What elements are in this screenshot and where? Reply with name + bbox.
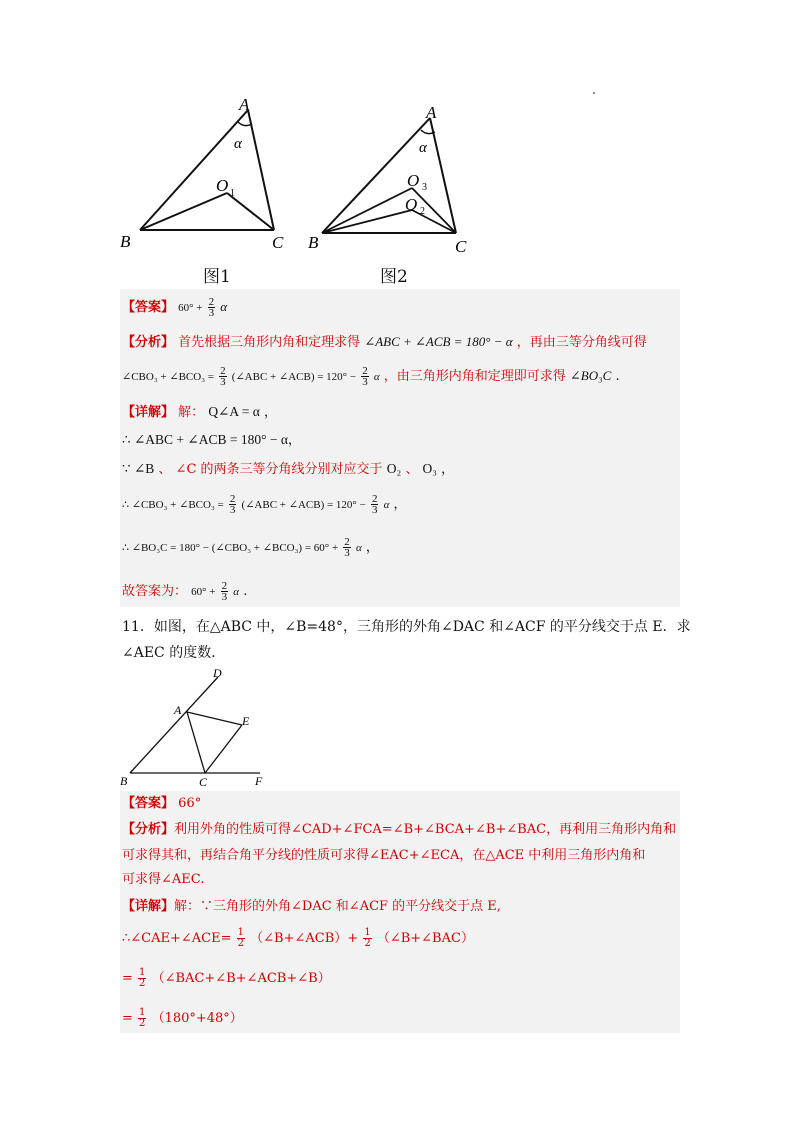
detail-label: 【详解】 bbox=[122, 899, 175, 914]
figure-2-caption: 图2 bbox=[380, 267, 408, 287]
analysis-math-2b: (∠ABC + ∠ACB) = 120° − bbox=[231, 371, 357, 383]
label-B: B bbox=[308, 233, 319, 252]
analysis-line-1 bbox=[122, 820, 676, 840]
analysis-label: 【分析】 bbox=[122, 822, 175, 837]
label-O: O bbox=[216, 176, 229, 195]
figure-1-triangle bbox=[110, 90, 310, 260]
fraction-one-half: $\frac{1}{2}$ bbox=[237, 927, 245, 949]
detail-label: 【详解】 bbox=[122, 405, 175, 420]
answer-line-11 bbox=[122, 794, 201, 814]
label-A: A bbox=[239, 95, 250, 114]
label-O3-sub: 3 bbox=[422, 182, 427, 193]
figure-1-caption: 图1 bbox=[203, 267, 231, 287]
line2-c: （∠B+∠BAC） bbox=[376, 931, 474, 946]
detail-math-1: Q∠A = α bbox=[208, 404, 260, 419]
line4-c: α bbox=[383, 499, 390, 511]
line4-a: = bbox=[122, 1011, 133, 1026]
line2-a: ∴∠CAE+∠ACE= bbox=[122, 931, 232, 946]
fraction-two-thirds: $\frac{2}{3}$ bbox=[344, 536, 350, 559]
label-A: A bbox=[426, 103, 437, 122]
detail-line-4 bbox=[122, 494, 407, 515]
detail-line-4 bbox=[122, 1008, 243, 1029]
figure-11-triangle bbox=[115, 665, 275, 790]
final-prefix: 60° + bbox=[191, 586, 216, 598]
detail-line-2: ∴ ∠ABC + ∠ACB = 180° − α， bbox=[122, 432, 302, 447]
label-E: E bbox=[242, 714, 250, 728]
line3-b: 、 ∠C bbox=[158, 462, 197, 477]
analysis-end: . bbox=[615, 369, 620, 384]
analysis-line-1 bbox=[122, 332, 647, 353]
answer-label: 【答案】 bbox=[122, 300, 175, 315]
label-B: B bbox=[120, 774, 128, 788]
line3-f: O₃ bbox=[422, 461, 437, 476]
line3-e: 、 bbox=[405, 462, 419, 477]
detail-line-1 bbox=[122, 402, 277, 423]
line4-b: (∠ABC + ∠ACB) = 120° − bbox=[241, 499, 366, 511]
label-O2-sub: 2 bbox=[420, 206, 425, 217]
detail-line-3 bbox=[122, 968, 331, 989]
detail-line-5 bbox=[122, 537, 379, 558]
analysis-line-3: 可求得∠AEC. bbox=[122, 872, 205, 887]
final-text: 故答案为： bbox=[122, 584, 188, 599]
analysis-text-1: 首先根据三角形内角和定理求得 bbox=[178, 335, 361, 350]
detail-text: 解：∵三角形的外角∠DAC 和∠ACF 的平分线交于点 E, bbox=[174, 899, 501, 914]
line3-g: ， bbox=[441, 462, 455, 477]
final-answer-line bbox=[122, 581, 247, 602]
line3-c: 的两条三等分角线分别对应交于 bbox=[200, 462, 383, 477]
line5-a: ∴ ∠BO₃C = 180° − (∠CBO₃ + ∠BCO₃) = 60° + bbox=[122, 542, 339, 554]
answer-label: 【答案】 bbox=[122, 796, 175, 811]
stray-dot bbox=[593, 92, 595, 94]
line3-a: ∵ ∠B bbox=[122, 461, 155, 476]
fraction-two-thirds: $\frac{2}{3}$ bbox=[371, 493, 378, 516]
label-C: C bbox=[455, 237, 467, 256]
line3-d: O₂ bbox=[386, 461, 402, 476]
question-11-line-2: ∠AEC 的度数． bbox=[122, 645, 226, 661]
answer-line bbox=[122, 297, 227, 318]
analysis-line-2 bbox=[122, 366, 620, 387]
label-D: D bbox=[213, 666, 222, 680]
detail-line-2 bbox=[122, 928, 474, 949]
line2-b: （∠B+∠ACB）+ bbox=[250, 931, 359, 946]
analysis-math-1: ∠ABC + ∠ACB = 180° − α bbox=[364, 334, 513, 349]
detail-line-3 bbox=[122, 459, 454, 480]
answer-prefix: 60° + bbox=[178, 302, 203, 314]
line4-b: （180°+48°） bbox=[151, 1011, 243, 1026]
label-alpha: α bbox=[234, 136, 242, 152]
fraction-one-half: $\frac{1}{2}$ bbox=[139, 967, 146, 989]
label-C: C bbox=[199, 775, 208, 789]
label-O2: O bbox=[405, 195, 418, 214]
analysis-text-1: 利用外角的性质可得∠CAD+∠FCA=∠B+∠BCA+∠B+∠BAC，再利用三角形内角和 bbox=[174, 822, 677, 837]
final-end: . bbox=[243, 584, 248, 599]
label-A: A bbox=[174, 703, 182, 717]
line4-d: ， bbox=[393, 497, 407, 512]
fraction-one-half: $\frac{1}{2}$ bbox=[364, 927, 371, 949]
answer-suffix: α bbox=[220, 299, 228, 314]
line3-a: = bbox=[122, 971, 133, 986]
label-B: B bbox=[120, 232, 131, 251]
answer-value: 66° bbox=[178, 796, 202, 811]
analysis-math-2c: α bbox=[373, 371, 380, 383]
fraction-two-thirds: $\frac{2}{3}$ bbox=[362, 365, 368, 388]
answer-fraction: $\frac{2}{3}$ bbox=[208, 296, 215, 319]
label-O-sub: 1 bbox=[230, 188, 235, 199]
analysis-math-3: ∠BO₃C bbox=[569, 368, 612, 383]
label-O3: O bbox=[407, 171, 420, 190]
analysis-text-2: ，再由三等分角线可得 bbox=[516, 335, 647, 350]
final-suffix: α bbox=[233, 586, 240, 598]
line5-b: α bbox=[355, 542, 362, 554]
fraction-two-thirds: $\frac{2}{3}$ bbox=[229, 493, 236, 516]
line3-b: （∠BAC+∠B+∠ACB+∠B） bbox=[151, 971, 331, 986]
label-C: C bbox=[272, 233, 284, 252]
figure-2-triangle bbox=[300, 90, 500, 260]
line5-c: ， bbox=[365, 540, 379, 555]
analysis-line-2: 可求得其和，再结合角平分线的性质可求得∠EAC+∠ECA，在△ACE 中利用三角形内角和 bbox=[122, 848, 646, 863]
analysis-label: 【分析】 bbox=[122, 335, 175, 350]
question-11-line-1: 11．如图，在△ABC 中，∠B=48°，三角形的外角∠DAC 和∠ACF 的平分线交于点 E．求 bbox=[122, 619, 691, 635]
fraction-two-thirds: $\frac{2}{3}$ bbox=[220, 365, 226, 388]
detail-comma: ， bbox=[263, 405, 277, 420]
detail-text-1: 解： bbox=[178, 405, 205, 420]
analysis-text-3: ，由三角形内角和定理即可求得 bbox=[383, 369, 566, 384]
fraction-one-half: $\frac{1}{2}$ bbox=[139, 1007, 146, 1029]
label-F: F bbox=[255, 774, 263, 788]
analysis-math-2a: ∠CBO₃ + ∠BCO₃ = bbox=[122, 371, 214, 383]
fraction-two-thirds: $\frac{2}{3}$ bbox=[221, 580, 228, 603]
line4-a: ∴ ∠CBO₃ + ∠BCO₃ = bbox=[122, 499, 224, 511]
detail-line-1 bbox=[122, 897, 501, 917]
label-alpha: α bbox=[419, 140, 427, 156]
